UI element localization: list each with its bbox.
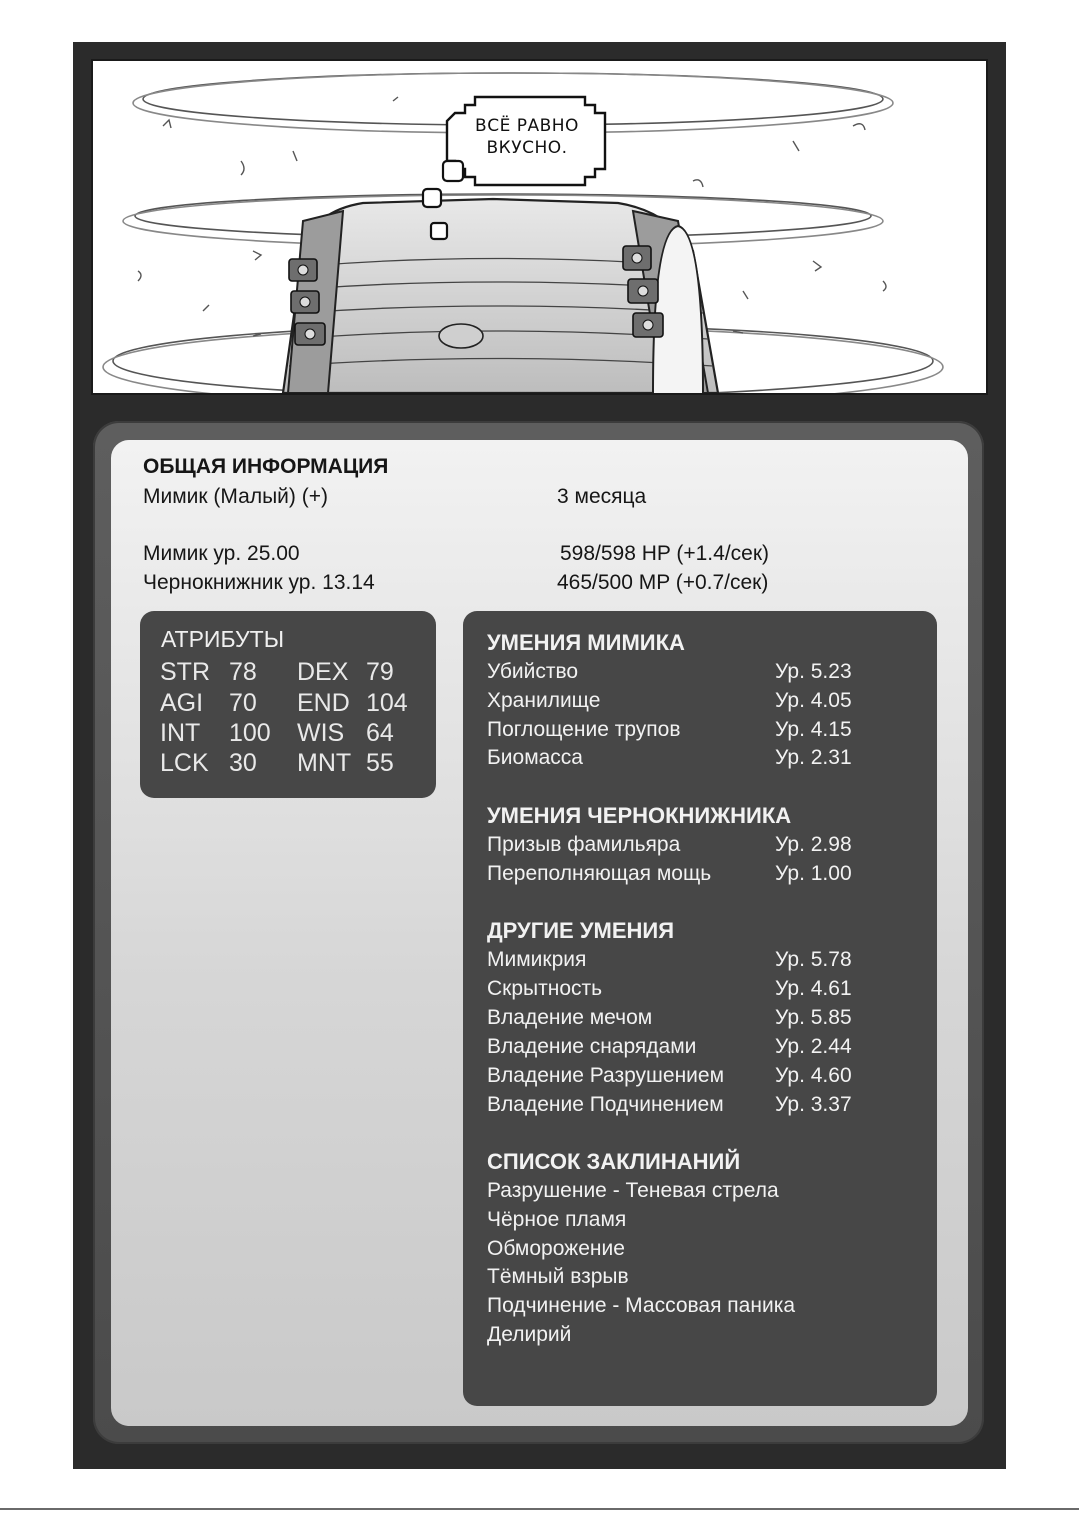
attr-name: DEX xyxy=(297,658,349,686)
thought-bubble-line-1: ВСЁ РАВНО xyxy=(475,116,579,136)
spell-item: Подчинение - Массовая паника xyxy=(487,1294,796,1317)
mimic-skills-heading: УМЕНИЯ МИМИКА xyxy=(487,630,685,655)
skill-name: Поглощение трупов xyxy=(487,718,681,741)
illustration-panel xyxy=(91,59,988,395)
spell-item: Разрушение - Теневая стрела xyxy=(487,1179,779,1202)
page-bottom-rule xyxy=(0,1508,1079,1510)
spell-item: Тёмный взрыв xyxy=(487,1265,629,1288)
general-info-heading: ОБЩАЯ ИНФОРМАЦИЯ xyxy=(143,455,389,478)
skill-level: Ур. 4.15 xyxy=(775,718,852,741)
attr-value: 64 xyxy=(366,719,394,747)
hp-value: 598/598 HP (+1.4/сек) xyxy=(560,542,770,565)
attr-value: 55 xyxy=(366,749,394,777)
warlock-skills-heading: УМЕНИЯ ЧЕРНОКНИЖНИКА xyxy=(487,803,792,828)
race-label: Мимик (Малый) (+) xyxy=(143,485,328,508)
attr-value: 100 xyxy=(229,719,271,747)
attr-name: END xyxy=(297,689,350,717)
spell-list-heading: СПИСОК ЗАКЛИНАНИЙ xyxy=(487,1149,741,1174)
skill-level: Ур. 2.44 xyxy=(775,1035,852,1058)
thought-bubble-line-2: ВКУСНО. xyxy=(486,138,568,158)
attr-name: WIS xyxy=(297,719,345,747)
skill-level: Ур. 4.61 xyxy=(775,977,852,1000)
skill-name: Владение снарядами xyxy=(487,1035,697,1058)
skill-name: Переполняющая мощь xyxy=(487,862,712,885)
spell-item: Чёрное пламя xyxy=(487,1208,627,1231)
attributes-heading: АТРИБУТЫ xyxy=(161,626,285,652)
skill-name: Мимикрия xyxy=(487,948,587,971)
class2-level: Чернокнижник ур. 13.14 xyxy=(143,571,375,594)
age-label: 3 месяца xyxy=(557,485,647,508)
mp-value: 465/500 MP (+0.7/сек) xyxy=(557,571,769,594)
skill-level: Ур. 1.00 xyxy=(775,862,852,885)
thought-bubble-text xyxy=(462,115,592,159)
skill-name: Владение мечом xyxy=(487,1006,653,1029)
attr-name: MNT xyxy=(297,749,352,777)
spell-item: Обморожение xyxy=(487,1237,625,1260)
skill-level: Ур. 4.60 xyxy=(775,1064,852,1087)
skill-level: Ур. 5.23 xyxy=(775,660,852,683)
attr-value: 30 xyxy=(229,749,257,777)
skill-level: Ур. 4.05 xyxy=(775,689,852,712)
skill-level: Ур. 2.31 xyxy=(775,746,852,769)
attr-name: AGI xyxy=(160,689,204,717)
chest xyxy=(283,199,718,393)
attr-value: 104 xyxy=(366,689,408,717)
attr-name: LCK xyxy=(160,749,209,777)
skill-name: Биомасса xyxy=(487,746,583,769)
attr-value: 70 xyxy=(229,689,257,717)
skill-name: Скрытность xyxy=(487,977,603,1000)
skill-name: Убийство xyxy=(487,660,579,683)
class1-level: Мимик ур. 25.00 xyxy=(143,542,300,565)
skill-name: Хранилище xyxy=(487,689,601,712)
mimic-chest-drawing xyxy=(93,61,986,393)
skill-name: Владение Подчинением xyxy=(487,1093,724,1116)
skill-name: Владение Разрушением xyxy=(487,1064,725,1087)
attr-name: INT xyxy=(160,719,201,747)
skill-level: Ур. 3.37 xyxy=(775,1093,852,1116)
attr-value: 78 xyxy=(229,658,257,686)
attr-name: STR xyxy=(160,658,210,686)
skill-name: Призыв фамильяра xyxy=(487,833,681,856)
spell-item: Делирий xyxy=(487,1323,572,1346)
skill-level: Ур. 5.78 xyxy=(775,948,852,971)
other-skills-heading: ДРУГИЕ УМЕНИЯ xyxy=(487,918,675,943)
skill-level: Ур. 2.98 xyxy=(775,833,852,856)
attr-value: 79 xyxy=(366,658,394,686)
skill-level: Ур. 5.85 xyxy=(775,1006,852,1029)
